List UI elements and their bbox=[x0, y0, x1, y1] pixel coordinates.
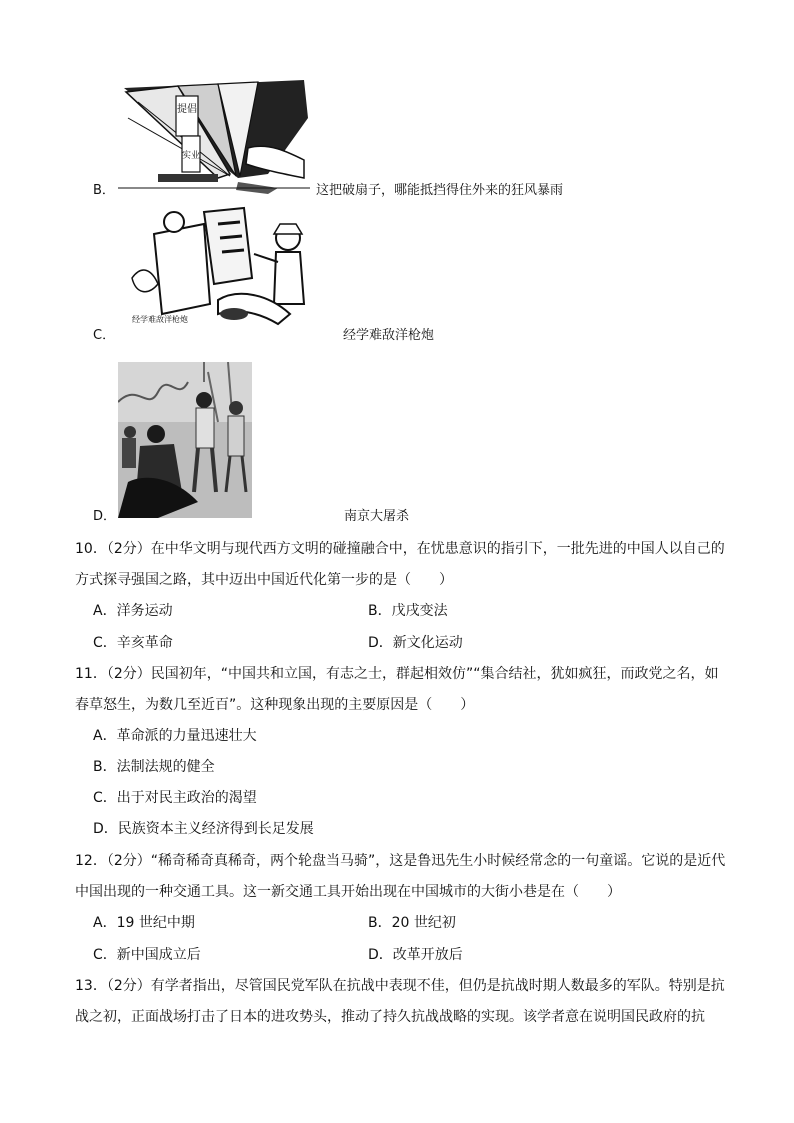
cartoon-fan-image bbox=[118, 78, 310, 194]
question-12-line-1 bbox=[75, 851, 725, 871]
classics-illustration bbox=[118, 204, 318, 332]
question-12-choice-a[interactable]: A．19 世纪中期 bbox=[93, 915, 195, 931]
question-13-line-1 bbox=[75, 976, 725, 996]
question-13-text-1: 有学者指出，尽管国民党军队在抗战中表现不佳，但仍是抗战时期人数最多的军队。特别是抗 bbox=[150, 978, 725, 994]
question-10-choice-c[interactable]: C．辛亥革命 bbox=[93, 635, 173, 651]
question-10-choice-b[interactable]: B．戊戌变法 bbox=[368, 603, 448, 619]
fan-label-top: 提倡 bbox=[177, 104, 197, 115]
option-d-letter: D． bbox=[93, 509, 117, 524]
question-10-number: 10． bbox=[75, 541, 107, 557]
option-c-letter: C． bbox=[93, 328, 116, 343]
question-11-line-1 bbox=[75, 664, 719, 684]
question-10-choice-d[interactable]: D．新文化运动 bbox=[368, 635, 463, 651]
question-12-choice-d[interactable]: D．改革开放后 bbox=[368, 947, 463, 963]
question-10-line-2: 方式探寻强国之路，其中迈出中国近代化第一步的是（ ） bbox=[75, 572, 453, 588]
option-b-letter: B． bbox=[93, 183, 115, 198]
question-10-line-1 bbox=[75, 539, 725, 559]
question-12-number: 12． bbox=[75, 853, 107, 869]
question-12-choice-b[interactable]: B．20 世纪初 bbox=[368, 915, 456, 931]
cartoon-classics-image bbox=[118, 204, 318, 332]
question-13-line-2: 战之初，正面战场打击了日本的进攻势头，推动了持久抗战战略的实现。该学者意在说明国民政府的抗 bbox=[75, 1009, 705, 1025]
question-11-line-2: 春草怒生，为数几至近百”。这种现象出现的主要原因是（ ） bbox=[75, 697, 475, 713]
question-10-choice-a[interactable]: A．洋务运动 bbox=[93, 603, 173, 619]
nanjing-photo bbox=[118, 362, 252, 518]
fan-illustration bbox=[118, 78, 310, 194]
question-13-score: （2分） bbox=[106, 978, 151, 994]
question-11-choice-d[interactable]: D．民族资本主义经济得到长足发展 bbox=[93, 821, 314, 837]
question-12-line-2: 中国出现的一种交通工具。这一新交通工具开始出现在中国城市的大街小巷是在（ ） bbox=[75, 884, 621, 900]
question-11-number: 11． bbox=[75, 666, 107, 682]
question-13-number: 13． bbox=[75, 978, 107, 994]
fan-label-bottom: 实业 bbox=[181, 151, 201, 161]
question-11-text-1: 民国初年，“中国共和立国，有志之士，群起相效仿”“集合结社，犹如疯狂，而政党之名，如 bbox=[150, 666, 719, 682]
question-10-score: （2分） bbox=[106, 541, 151, 557]
photo-nanjing-image bbox=[118, 362, 252, 518]
question-12-text-1: “稀奇稀奇真稀奇，两个轮盘当马骑”，这是鲁迅先生小时候经常念的一句童谣。它说的是近代 bbox=[150, 853, 726, 869]
question-11-choice-c[interactable]: C．出于对民主政治的渴望 bbox=[93, 790, 257, 806]
question-11-choice-a[interactable]: A．革命派的力量迅速壮大 bbox=[93, 728, 257, 744]
option-b-caption: 这把破扇子，哪能抵挡得住外来的狂风暴雨 bbox=[316, 183, 564, 198]
question-12-score: （2分） bbox=[106, 853, 151, 869]
question-10-text-1: 在中华文明与现代西方文明的碰撞融合中，在忧患意识的指引下，一批先进的中国人以自己的 bbox=[150, 541, 725, 557]
option-d-caption: 南京大屠杀 bbox=[344, 509, 410, 524]
option-c-caption: 经学难敌洋枪炮 bbox=[343, 328, 435, 343]
question-12-choice-c[interactable]: C．新中国成立后 bbox=[93, 947, 201, 963]
question-11-score: （2分） bbox=[106, 666, 151, 682]
question-11-choice-b[interactable]: B．法制法规的健全 bbox=[93, 759, 215, 775]
classics-image-text: 经学难敌洋枪炮 bbox=[132, 315, 188, 324]
